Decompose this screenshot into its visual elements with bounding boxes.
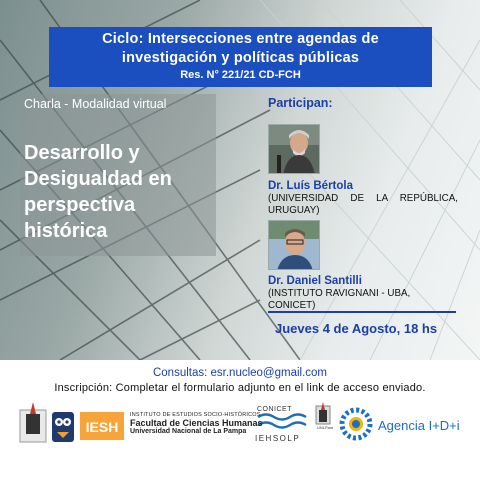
series-title-line2: investigación y políticas públicas xyxy=(121,50,360,66)
agencia-label: Agencia I+D+i xyxy=(378,418,460,433)
svg-text:IESH: IESH xyxy=(85,419,119,435)
talk-modality: Charla - Modalidad virtual xyxy=(24,97,167,111)
talk-title-line: histórica xyxy=(24,220,108,242)
iesh-logo xyxy=(80,412,124,440)
speaker-institution: (INSTITUTO RAVIGNANI - UBA, CONICET) xyxy=(268,288,411,311)
speaker-institution: (UNIVERSIDAD DE LA REPÚBLICA, URUGUAY) xyxy=(268,193,458,216)
speaker-photo xyxy=(268,220,320,270)
event-date: Jueves 4 de Agosto, 18 hs xyxy=(275,321,438,336)
conicet-label: CONICET xyxy=(257,406,292,413)
unlpam-crest-logo xyxy=(20,402,46,442)
talk-title-line: perspectiva xyxy=(24,194,136,216)
unlpam-small-logo xyxy=(316,402,330,424)
unlpam-label: UNLPam xyxy=(317,425,334,430)
resolution-number: Res. N° 221/21 CD-FCH xyxy=(180,69,301,81)
institute-name: INSTITUTO DE ESTUDIOS SOCIO-HISTÓRICOS xyxy=(130,412,261,418)
owl-logo xyxy=(52,412,74,442)
iehsolp-label: IEHSOLP xyxy=(255,434,301,443)
series-title-line1: Ciclo: Intersecciones entre agendas de xyxy=(102,31,379,47)
talk-title xyxy=(24,140,224,244)
contact-email[interactable]: Consultas: esr.nucleo@gmail.com xyxy=(152,367,328,379)
speaker-name: Dr. Luís Bértola xyxy=(268,180,353,192)
participants-heading: Participan: xyxy=(268,96,333,110)
conicet-logo xyxy=(258,415,306,428)
fch-logo-text xyxy=(130,412,263,435)
university-name: Universidad Nacional de La Pampa xyxy=(130,428,247,435)
series-title-banner xyxy=(49,27,432,87)
speaker-name: Dr. Daniel Santilli xyxy=(268,275,362,287)
divider xyxy=(268,311,456,313)
agencia-sun-logo xyxy=(342,410,370,438)
faculty-name: Facultad de Ciencias Humanas xyxy=(130,418,263,428)
speaker-photo xyxy=(268,124,320,174)
talk-title-line: Desigualdad en xyxy=(24,168,172,190)
talk-title-line: Desarrollo y xyxy=(24,142,140,164)
inscription-note: Inscripción: Completar el formulario adjunto en el link de acceso enviado. xyxy=(54,382,426,394)
